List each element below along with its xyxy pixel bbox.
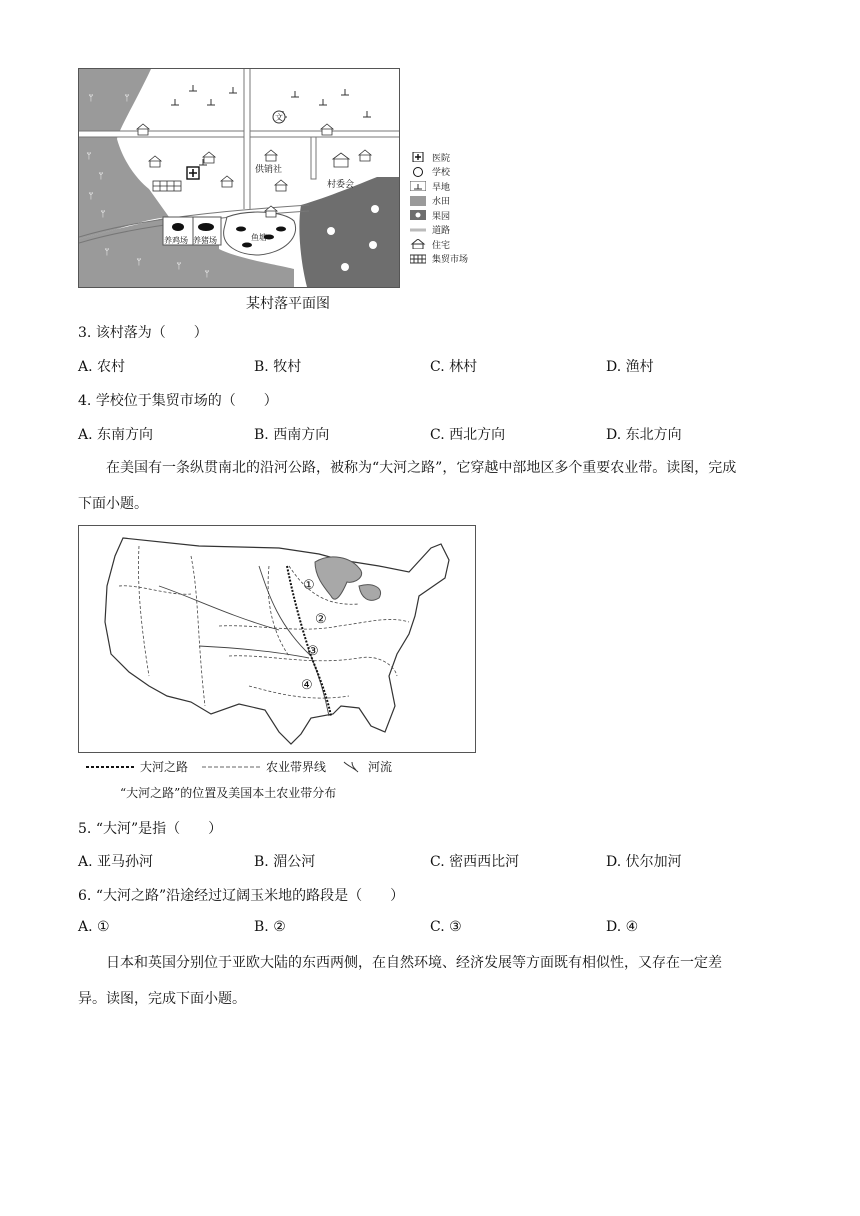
svg-text:ᛘ: ᛘ xyxy=(176,262,182,272)
paddy-icon xyxy=(410,196,426,206)
paragraph-line: 下面小题。 xyxy=(78,496,148,512)
option-a[interactable]: A. 亚马孙河 xyxy=(78,854,154,870)
usa-agriculture-map xyxy=(78,525,476,753)
market-icon xyxy=(410,254,426,264)
figure2-caption: “大河之路”的位置及美国本土农业带分布 xyxy=(120,786,337,800)
usa-map-legend xyxy=(86,758,392,775)
route-marker-2: ② xyxy=(315,612,327,627)
legend-item xyxy=(410,194,490,209)
legend-label: 道路 xyxy=(432,226,451,237)
usa-map-drawing xyxy=(79,526,475,752)
legend-label: 医院 xyxy=(432,153,451,164)
question-text: 该村落为（ ） xyxy=(95,325,208,341)
question-number: 4. xyxy=(78,393,92,409)
svg-text:ᛘ: ᛘ xyxy=(124,94,130,104)
question-5 xyxy=(78,818,222,838)
legend-item xyxy=(410,237,490,252)
legend-label: 旱地 xyxy=(432,182,451,193)
option-c[interactable]: C. 西北方向 xyxy=(430,427,506,443)
paragraph-line: 日本和英国分别位于亚欧大陆的东西两侧，在自然环境、经济发展等方面既有相似性，又存在一定差 xyxy=(106,955,722,971)
road-icon xyxy=(410,225,426,235)
dryland-icon xyxy=(410,181,426,191)
svg-text:ᛘ: ᛘ xyxy=(204,270,210,280)
svg-text:ᛘ: ᛘ xyxy=(88,94,94,104)
svg-text:ᛘ: ᛘ xyxy=(104,248,110,258)
legend-label: 果园 xyxy=(432,211,451,222)
legend-label: 学校 xyxy=(432,168,451,179)
option-c[interactable]: C. 密西西比河 xyxy=(430,854,520,870)
paragraph-line: 在美国有一条纵贯南北的沿河公路，被称为“大河之路”，它穿越中部地区多个重要农业带。读图，完成 xyxy=(106,460,737,476)
legend-item xyxy=(410,223,490,238)
paragraph-line: 异。读图，完成下面小题。 xyxy=(78,991,246,1007)
intro-paragraph-2 xyxy=(78,945,798,1017)
question-number: 3. xyxy=(78,325,92,341)
svg-text:ᛘ: ᛘ xyxy=(100,210,106,220)
legend-label: 集贸市场 xyxy=(432,255,469,266)
question-number: 6. xyxy=(78,888,92,904)
belt-line-icon xyxy=(202,763,260,771)
fish-pond-label: 鱼塘 xyxy=(251,233,267,242)
village-map-legend xyxy=(410,150,490,266)
question-text: 学校位于集贸市场的（ ） xyxy=(95,393,278,409)
hospital-icon xyxy=(410,152,426,162)
legend-item xyxy=(410,252,490,267)
option-b[interactable]: B. ② xyxy=(254,919,286,935)
chicken-farm-label: 养鸡场 xyxy=(164,236,188,245)
svg-text:文: 文 xyxy=(275,113,283,122)
legend-item xyxy=(410,150,490,165)
option-d[interactable]: D. 渔村 xyxy=(606,359,654,375)
figure1-caption: 某村落平面图 xyxy=(246,296,330,312)
intro-paragraph-1 xyxy=(78,450,798,522)
option-a[interactable]: A. 东南方向 xyxy=(78,427,154,443)
question-text: “大河”是指（ ） xyxy=(95,821,223,837)
option-b[interactable]: B. 西南方向 xyxy=(254,427,330,443)
orchard-icon xyxy=(410,210,426,220)
legend-label: 水田 xyxy=(432,197,451,208)
svg-text:ᛘ: ᛘ xyxy=(98,172,104,182)
legend-river-label: 河流 xyxy=(368,760,393,774)
legend-label: 住宅 xyxy=(432,240,451,251)
option-d[interactable]: D. ④ xyxy=(606,919,639,935)
village-map xyxy=(78,68,400,288)
svg-text:ᛘ: ᛘ xyxy=(136,258,142,268)
option-d[interactable]: D. 东北方向 xyxy=(606,427,682,443)
question-4 xyxy=(78,390,278,410)
legend-item xyxy=(410,179,490,194)
legend-item xyxy=(410,208,490,223)
option-b[interactable]: B. 湄公河 xyxy=(254,854,316,870)
school-icon xyxy=(410,167,426,177)
pig-farm-label: 养猪场 xyxy=(193,236,217,245)
question-6 xyxy=(78,885,404,905)
house-icon xyxy=(410,239,426,249)
option-c[interactable]: C. 林村 xyxy=(430,359,478,375)
river-icon xyxy=(342,760,362,774)
option-d[interactable]: D. 伏尔加河 xyxy=(606,854,682,870)
route-marker-1: ① xyxy=(303,578,315,593)
legend-belt-label: 农业带界线 xyxy=(266,760,327,774)
option-c[interactable]: C. ③ xyxy=(430,919,462,935)
supply-coop-label: 供销社 xyxy=(255,165,283,175)
question-text: “大河之路”沿途经过辽阔玉米地的路段是（ ） xyxy=(95,888,405,904)
route-marker-4: ④ xyxy=(301,678,313,693)
question-number: 5. xyxy=(78,821,92,837)
option-a[interactable]: A. 农村 xyxy=(78,359,126,375)
option-b[interactable]: B. 牧村 xyxy=(254,359,302,375)
route-marker-3: ③ xyxy=(307,644,319,659)
option-a[interactable]: A. ① xyxy=(78,919,110,935)
svg-text:ᛘ: ᛘ xyxy=(86,152,92,162)
village-committee-label: 村委会 xyxy=(327,180,355,190)
legend-item xyxy=(410,165,490,180)
svg-text:ᛘ: ᛘ xyxy=(88,192,94,202)
route-line-icon xyxy=(86,763,134,771)
legend-route-label: 大河之路 xyxy=(140,760,189,774)
question-3 xyxy=(78,322,208,342)
